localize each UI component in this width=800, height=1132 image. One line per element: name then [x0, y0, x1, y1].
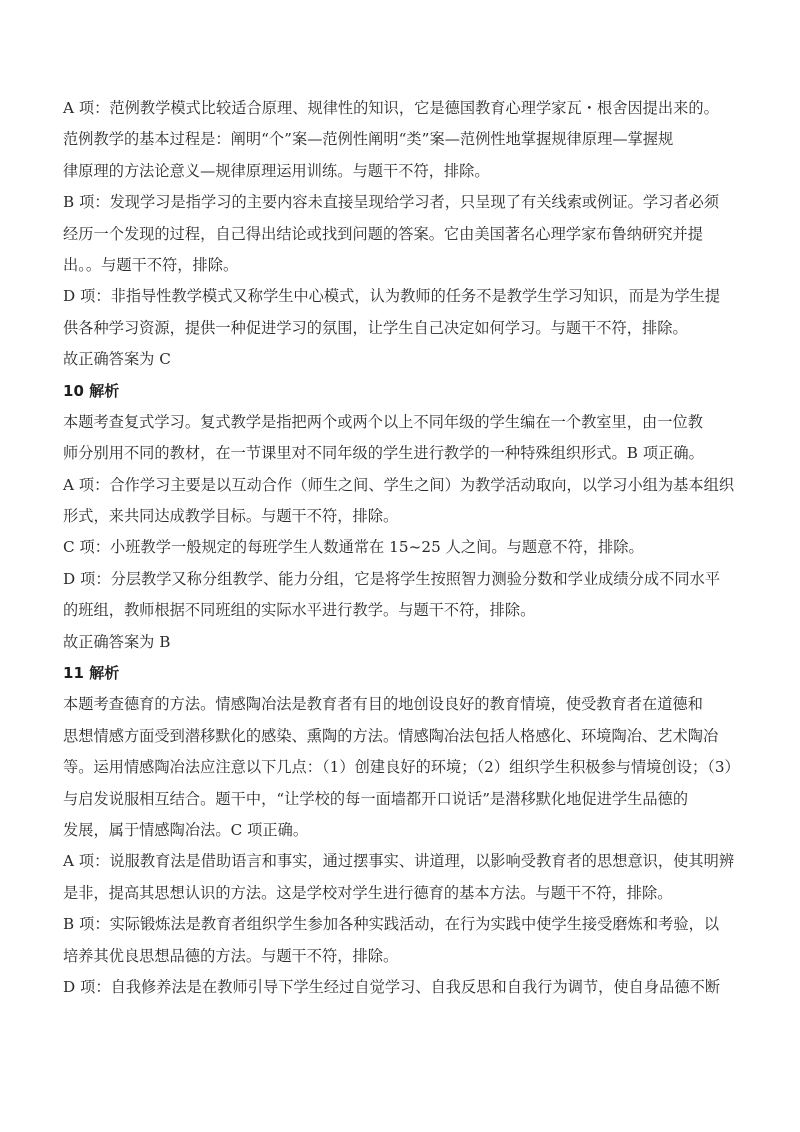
text-line: B 项：发现学习是指学习的主要内容未直接呈现给学习者，只呈现了有关线索或例证。学习者必须	[63, 193, 720, 212]
text-line: A 项：说服教育法是借助语言和事实，通过摆事实、讲道理，以影响受教育者的思想意识，使其明辨	[63, 852, 735, 871]
document-body	[63, 93, 743, 1003]
text-line: 本题考查复式学习。复式教学是指把两个或两个以上不同年级的学生编在一个教室里，由一位教	[63, 412, 703, 431]
text-line: 发展，属于情感陶冶法。C 项正确。	[63, 820, 309, 839]
text-line: A 项：范例教学模式比较适合原理、规律性的知识，它是德国教育心理学家瓦・根舍因提出来的。	[63, 99, 719, 117]
text-line: 故正确答案为 B	[63, 632, 171, 651]
text-line: 等。运用情感陶冶法应注意以下几点：（1）创建良好的环境；（2）组织学生积极参与情境创设；（3）	[63, 758, 740, 777]
section-heading: 11 解析	[63, 664, 120, 683]
text-line: 出。。与题干不符，排除。	[63, 255, 239, 274]
text-line: 故正确答案为 C	[63, 350, 171, 369]
text-line: 范例教学的基本过程是：阐明“个”案—范例性阐明“类”案—范例性地掌握规律原理—掌握规	[63, 130, 674, 149]
text-line: 培养其优良思想品德的方法。与题干不符，排除。	[63, 946, 399, 965]
text-line: D 项：自我修养法是在教师引导下学生经过自觉学习、自我反思和自我行为调节，使自身品德不断	[63, 977, 721, 996]
text-line: 本题考查德育的方法。情感陶冶法是教育者有目的地创设良好的教育情境，使受教育者在道德和	[63, 695, 703, 714]
text-line: C 项：小班教学一般规定的每班学生人数通常在 15~25 人之间。与题意不符，排除。	[63, 538, 644, 557]
text-line: 律原理的方法论意义—规律原理运用训练。与题干不符，排除。	[63, 161, 490, 180]
text-line: D 项：非指导性教学模式又称学生中心模式，认为教师的任务不是教学生学习知识，而是为学生提	[63, 287, 721, 306]
text-line: D 项：分层教学又称分组教学、能力分组，它是将学生按照智力测验分数和学业成绩分成不同水平	[63, 569, 721, 588]
text-line: B 项：实际锻炼法是教育者组织学生参加各种实践活动，在行为实践中使学生接受磨炼和考验，以	[63, 915, 720, 934]
text-line: 供各种学习资源，提供一种促进学习的氛围，让学生自己决定如何学习。与题干不符，排除。	[63, 318, 688, 337]
text-line: A 项：合作学习主要是以互动合作（师生之间、学生之间）为教学活动取向，以学习小组为基本组织	[63, 475, 735, 494]
text-line: 经历一个发现的过程，自己得出结论或找到问题的答案。它由美国著名心理学家布鲁纳研究并提	[63, 224, 703, 243]
text-line: 的班组，教师根据不同班组的实际水平进行教学。与题干不符，排除。	[63, 601, 536, 620]
text-line: 与启发说服相互结合。题干中，“让学校的每一面墙都开口说话”是潜移默化地促进学生品德的	[63, 789, 689, 808]
text-line: 是非，提高其思想认识的方法。这是学校对学生进行德育的基本方法。与题干不符，排除。	[63, 883, 673, 902]
text-line: 师分别用不同的教材，在一节课里对不同年级的学生进行教学的一种特殊组织形式。B 项正确。	[63, 444, 704, 463]
text-line: 形式，来共同达成教学目标。与题干不符，排除。	[63, 507, 399, 526]
text-line: 思想情感方面受到潜移默化的感染、熏陶的方法。情感陶冶法包括人格感化、环境陶冶、艺术陶冶	[63, 726, 719, 745]
section-heading: 10 解析	[63, 381, 120, 400]
